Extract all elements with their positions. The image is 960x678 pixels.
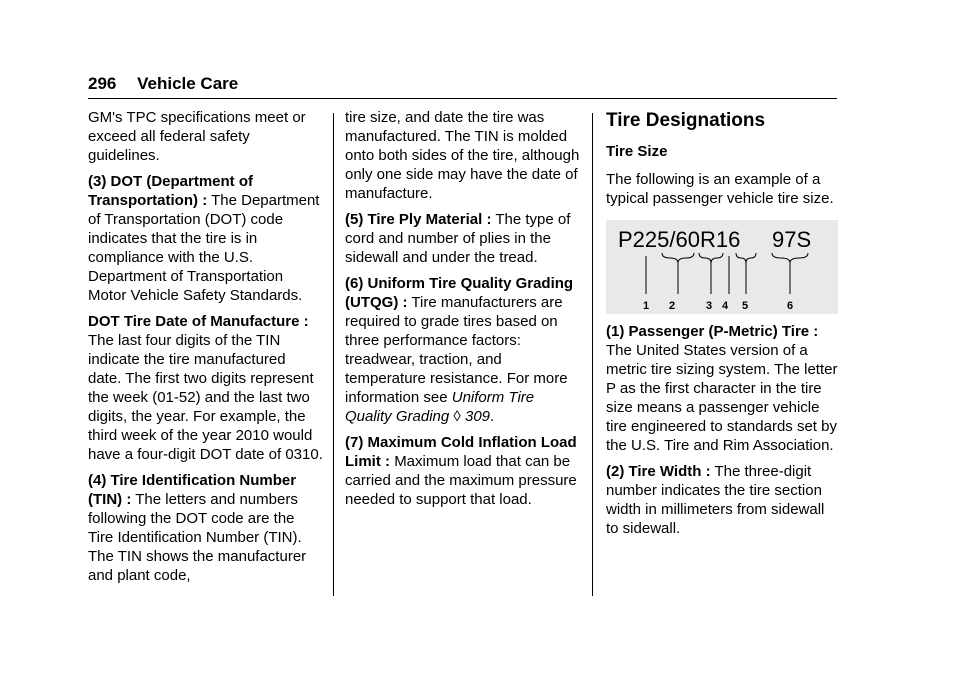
entry-utqg: (6) Uniform Tire Quality Grading (UTQG) : Tire manufacturers are required to grade tires based on three performance factors: treadwear, traction, and temperature resistance. For more information see Uniform Tire Quality Grading ◊ 309.	[345, 275, 574, 425]
figure-label-1: 1	[643, 300, 650, 312]
bracket-width	[662, 253, 694, 263]
term-load: (7) Maximum Cold Inflation Load Limit	[345, 434, 577, 470]
colon: :	[385, 453, 391, 470]
paragraph-tpc: GM's TPC specifications meet or exceed all federal safety guidelines.	[88, 109, 306, 164]
paragraph-tin-cont: tire size, and date the tire was manufactured. The TIN is molded onto both sides of the tire, although only one side may have the date of manufacture.	[345, 109, 580, 202]
term-ply: (5) Tire Ply Material	[345, 211, 483, 228]
column-divider-2	[592, 113, 593, 596]
term-date: DOT Tire Date of Manufacture	[88, 313, 300, 330]
figure-label-3: 3	[706, 300, 713, 312]
entry-width	[606, 462, 838, 538]
text-tin: The letters and numbers following the DOT code are the Tire Identification Number (TIN). The TIN shows the manufacturer and plant code,	[88, 491, 307, 584]
xref-utqg-page[interactable]: 309	[464, 408, 491, 425]
term-utqg: (6) Uniform Tire Quality Grading (UTQG)	[345, 275, 574, 311]
text-ply: The type of cord and number of plies in the sidewall and under the tread.	[345, 211, 571, 266]
colon: :	[486, 211, 492, 228]
term-tin: (4) Tire Identification Number (TIN)	[88, 472, 297, 508]
entry-date	[88, 312, 323, 464]
colon: :	[202, 192, 208, 209]
bracket-rim	[736, 253, 756, 263]
entry-ply	[345, 210, 581, 267]
subheading-tire-size: Tire Size	[606, 143, 668, 160]
xref-utqg-link[interactable]: Uniform Tire Quality Grading	[345, 389, 535, 425]
bracket-ratio	[699, 253, 723, 263]
text-load: Maximum load that can be carried and the maximum pressure needed to support that load.	[345, 453, 577, 508]
figure-label-4: 4	[722, 300, 729, 312]
bracket-service	[772, 253, 808, 263]
tire-size-figure	[606, 220, 838, 314]
column-3	[606, 108, 838, 545]
column-2	[345, 108, 581, 516]
term-dot: (3) DOT (Department of Transportation)	[88, 173, 253, 209]
page-reference-icon: ◊	[453, 408, 461, 425]
colon: :	[303, 313, 309, 330]
page-header	[88, 74, 238, 94]
entry-load	[345, 433, 581, 509]
section-heading: Tire Designations	[606, 110, 766, 131]
text-pmetric: The United States version of a metric tire sizing system. The letter P as the first character in the tire size means a passenger vehicle tire engineered to standards set by the U.S. Tire and Rim Association.	[606, 342, 838, 454]
figure-label-5: 5	[742, 300, 749, 312]
column-divider-1	[333, 113, 334, 596]
entry-dot	[88, 172, 323, 305]
text-date: The last four digits of the TIN indicate the tire manufactured date. The first two digits represent the week (01-52) and the last two digits, the year. For example, the third week of the year 2010 would have a four-digit DOT date of 0310.	[88, 332, 323, 463]
tire-code-suffix: 97S	[772, 227, 812, 252]
colon: :	[126, 491, 132, 508]
paragraph-intro: The following is an example of a typical passenger vehicle tire size.	[606, 171, 834, 207]
colon: :	[402, 294, 408, 311]
figure-label-2: 2	[669, 300, 676, 312]
column-1	[88, 108, 323, 592]
colon: :	[813, 323, 819, 340]
entry-tin	[88, 471, 323, 585]
entry-pmetric	[606, 322, 838, 455]
colon: :	[705, 463, 711, 480]
figure-label-6: 6	[787, 300, 794, 312]
text-width: The three-digit number indicates the tire section width in millimeters from sidewall to sidewall.	[606, 463, 825, 537]
text-utqg: Tire manufacturers are required to grade tires based on three performance factors: treadwear, traction, and temperature resistance. For more information see	[345, 294, 568, 406]
term-width: (2) Tire Width	[606, 463, 702, 480]
text-dot: The Department of Transportation (DOT) code indicates that the tire is in compliance with the U.S. Department of Transportation Motor Vehicle Safety Standards.	[88, 192, 320, 304]
term-pmetric: (1) Passenger (P-Metric) Tire	[606, 323, 810, 340]
page-number: 296	[88, 74, 117, 93]
header-rule	[88, 98, 837, 99]
section-title: Vehicle Care	[137, 74, 239, 93]
tire-code-text: P225/60R16	[618, 227, 741, 252]
